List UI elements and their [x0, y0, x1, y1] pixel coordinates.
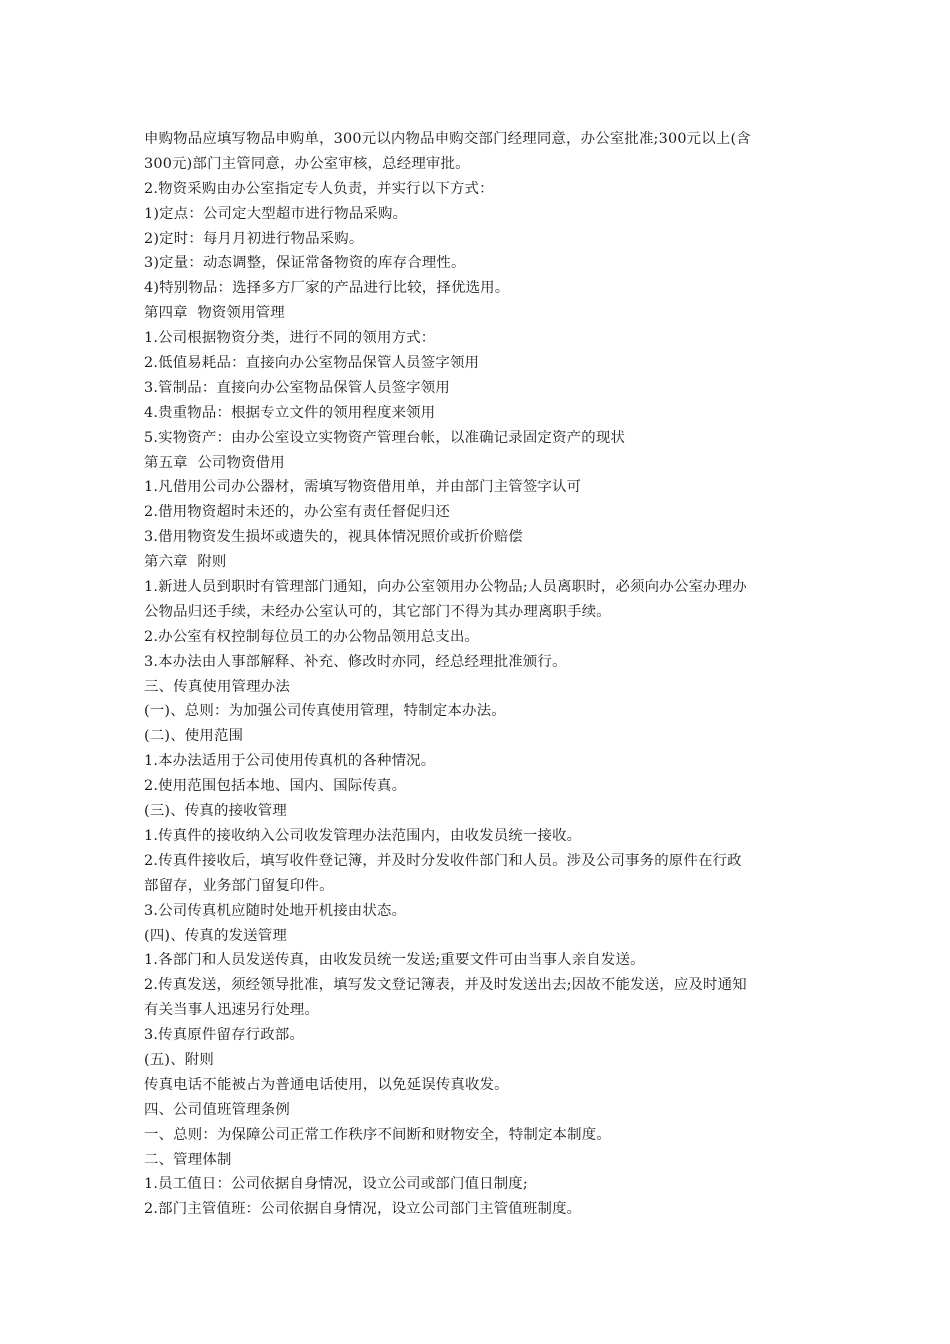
chapter-heading: 第四章 物资领用管理 [144, 305, 285, 322]
chapter-heading: 第六章 附则 [144, 554, 227, 571]
chapter-heading: 第五章 公司物资借用 [144, 454, 285, 471]
text-line: 3.公司传真机应随时处地开机接由状态。 [144, 902, 407, 919]
text-line: 2.部门主管值班：公司依据自身情况，设立公司部门主管值班制度。 [144, 1201, 582, 1218]
text-line: 1.员工值日：公司依据自身情况，设立公司或部门值日制度; [144, 1176, 528, 1193]
text-line: 2)定时：每月月初进行物品采购。 [144, 230, 364, 247]
text-line: 2.传真件接收后，填写收件登记簿，并及时分发收件部门和人员。涉及公司事务的原件在行政 [144, 852, 742, 869]
text-line: 3.借用物资发生损坏或遗失的，视具体情况照价或折价赔偿 [144, 529, 523, 546]
section-heading: 三、传真使用管理办法 [144, 678, 290, 695]
text-line: 300元)部门主管同意，办公室审核，总经理审批。 [144, 155, 470, 172]
text-line: 公物品归还手续，未经办公室认可的，其它部门不得为其办理离职手续。 [144, 603, 611, 620]
text-line: 3.传真原件留存行政部。 [144, 1027, 305, 1044]
text-line: (一)、总则：为加强公司传真使用管理，特制定本办法。 [144, 703, 506, 720]
section-heading: 四、公司值班管理条例 [144, 1101, 290, 1118]
subsection-heading: (五)、附则 [144, 1051, 214, 1068]
text-line: 5.实物资产：由办公室设立实物资产管理台帐，以准确记录固定资产的现状 [144, 429, 626, 446]
text-line: 2.物资采购由办公室指定专人负责，并实行以下方式： [144, 180, 494, 197]
text-line: 传真电话不能被占为普通电话使用，以免延误传真收发。 [144, 1076, 509, 1093]
text-line: 2.借用物资超时未还的，办公室有责任督促归还 [144, 504, 450, 521]
text-line: 3.本办法由人事部解释、补充、修改时亦同，经总经理批准颁行。 [144, 653, 567, 670]
subsection-heading: 二、管理体制 [144, 1151, 232, 1168]
text-line: 3.管制品：直接向办公室物品保管人员签字领用 [144, 379, 450, 396]
text-line: 1)定点：公司定大型超市进行物品采购。 [144, 205, 408, 222]
text-line: 1.本办法适用于公司使用传真机的各种情况。 [144, 753, 436, 770]
text-line: 有关当事人迅速另行处理。 [144, 1002, 320, 1019]
document-body [144, 127, 816, 1222]
subsection-heading: (三)、传真的接收管理 [144, 803, 287, 820]
text-line: 1.传真件的接收纳入公司收发管理办法范围内，由收发员统一接收。 [144, 827, 582, 844]
text-line: 1.公司根据物资分类，进行不同的领用方式： [144, 330, 436, 347]
text-line: 一、总则：为保障公司正常工作秩序不间断和财物安全，特制定本制度。 [144, 1126, 611, 1143]
text-line: 部留存，业务部门留复印件。 [144, 877, 334, 894]
text-line: 申购物品应填写物品申购单，300元以内物品申购交部门经理同意，办公室批准;300元以上(含 [144, 131, 751, 147]
text-line: 4.贵重物品：根据专立文件的领用程度来领用 [144, 404, 436, 421]
text-line: 1.凡借用公司办公器材，需填写物资借用单，并由部门主管签字认可 [144, 479, 582, 496]
text-line: 4)特别物品：选择多方厂家的产品进行比较，择优选用。 [144, 280, 510, 297]
text-line: 2.办公室有权控制每位员工的办公物品领用总支出。 [144, 628, 480, 645]
text-line: 2.低值易耗品：直接向办公室物品保管人员签字领用 [144, 355, 480, 372]
text-line: 2.传真发送，须经领导批准，填写发文登记簿表，并及时发送出去;因故不能发送，应及时通知 [144, 977, 747, 994]
subsection-heading: (二)、使用范围 [144, 728, 244, 745]
text-line: 2.使用范围包括本地、国内、国际传真。 [144, 778, 407, 795]
text-line: 1.新进人员到职时有管理部门通知，向办公室领用办公物品;人员离职时，必须向办公室办理办 [144, 579, 747, 596]
subsection-heading: (四)、传真的发送管理 [144, 927, 287, 944]
text-line: 3)定量：动态调整，保证常备物资的库存合理性。 [144, 255, 466, 272]
text-line: 1.各部门和人员发送传真，由收发员统一发送;重要文件可由当事人亲自发送。 [144, 952, 645, 969]
